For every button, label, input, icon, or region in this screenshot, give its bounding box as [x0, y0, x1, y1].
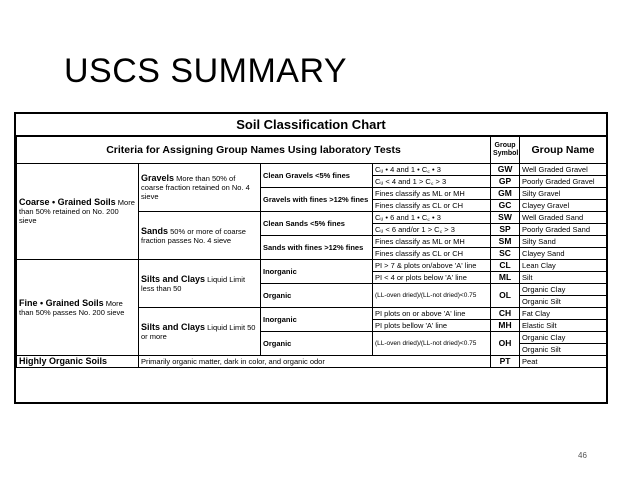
group-name-header: Group Name: [520, 137, 607, 164]
group-symbol: SW: [491, 212, 520, 224]
group-name: Well Graded Gravel: [520, 164, 607, 176]
fine-grained-label: Fine • Grained Soils More than 50% passes No. 200 sieve: [17, 260, 139, 356]
group-name: Organic Silt: [520, 296, 607, 308]
group-symbol: CH: [491, 308, 520, 320]
organic-label: Organic: [261, 332, 373, 356]
group-symbol: GC: [491, 200, 520, 212]
group-symbol: GW: [491, 164, 520, 176]
group-name: Peat: [520, 356, 607, 368]
slide-title: USCS SUMMARY: [64, 52, 348, 90]
group-name: Clayey Gravel: [520, 200, 607, 212]
group-symbol: SC: [491, 248, 520, 260]
group-symbol: GP: [491, 176, 520, 188]
group-name: Organic Clay: [520, 332, 607, 344]
criteria-cell: Fines classify as ML or MH: [373, 188, 491, 200]
page-number: 46: [578, 451, 587, 460]
coarse-grained-label: Coarse • Grained Soils More than 50% retained on No. 200 sieve: [17, 164, 139, 260]
group-symbol: GM: [491, 188, 520, 200]
group-name: Elastic Silt: [520, 320, 607, 332]
group-name: Silty Gravel: [520, 188, 607, 200]
gravels-with-fines-label: Gravels with fines >12% fines: [261, 188, 373, 212]
group-name: Silty Sand: [520, 236, 607, 248]
group-symbol: SM: [491, 236, 520, 248]
group-name: Lean Clay: [520, 260, 607, 272]
criteria-cell: PI plots bellow 'A' line: [373, 320, 491, 332]
silts-clays-low-label: Silts and Clays Liquid Limit less than 50: [139, 260, 261, 308]
group-symbol: SP: [491, 224, 520, 236]
criteria-cell: PI > 7 & plots on/above 'A' line: [373, 260, 491, 272]
group-name: Silt: [520, 272, 607, 284]
criteria-cell: PI < 4 or plots below 'A' line: [373, 272, 491, 284]
clean-gravels-label: Clean Gravels <5% fines: [261, 164, 373, 188]
group-name: Poorly Graded Sand: [520, 224, 607, 236]
group-name: Clayey Sand: [520, 248, 607, 260]
criteria-cell: Primarily organic matter, dark in color, and organic odor: [139, 356, 491, 368]
clean-sands-label: Clean Sands <5% fines: [261, 212, 373, 236]
chart-title: Soil Classification Chart: [16, 114, 606, 136]
group-symbol: ML: [491, 272, 520, 284]
group-name: Fat Clay: [520, 308, 607, 320]
soil-classification-chart: [14, 112, 608, 404]
criteria-cell: PI plots on or above 'A' line: [373, 308, 491, 320]
group-name: Organic Clay: [520, 284, 607, 296]
group-name: Organic Silt: [520, 344, 607, 356]
group-symbol: OH: [491, 332, 520, 356]
criteria-cell: Cᵤ • 4 and 1 • C꜀ • 3: [373, 164, 491, 176]
sands-label: Sands 50% or more of coarse fraction passes No. 4 sieve: [139, 212, 261, 260]
criteria-cell: Cᵤ < 4 and 1 > C꜀ > 3: [373, 176, 491, 188]
group-symbol: OL: [491, 284, 520, 308]
inorganic-label: Inorganic: [261, 260, 373, 284]
group-symbol: CL: [491, 260, 520, 272]
organic-label: Organic: [261, 284, 373, 308]
silts-clays-high-label: Silts and Clays Liquid Limit 50 or more: [139, 308, 261, 356]
criteria-header: Criteria for Assigning Group Names Using laboratory Tests: [17, 137, 491, 164]
highly-organic-label: Highly Organic Soils: [17, 356, 139, 368]
gravels-label: Gravels More than 50% of coarse fraction retained on No. 4 sieve: [139, 164, 261, 212]
group-symbol: PT: [491, 356, 520, 368]
group-name: Poorly Graded Gravel: [520, 176, 607, 188]
criteria-cell: Fines classify as ML or MH: [373, 236, 491, 248]
criteria-cell: (LL-oven dried)/(LL-not dried)<0.75: [373, 332, 491, 356]
criteria-cell: Cᵤ • 6 and 1 • C꜀ • 3: [373, 212, 491, 224]
group-name: Well Graded Sand: [520, 212, 607, 224]
group-symbol-header: Group Symbol: [491, 137, 520, 164]
criteria-cell: (LL-oven dried)/(LL-not dried)<0.75: [373, 284, 491, 308]
classification-table: [16, 136, 607, 368]
criteria-cell: Cᵤ < 6 and/or 1 > C꜀ > 3: [373, 224, 491, 236]
criteria-cell: Fines classify as CL or CH: [373, 248, 491, 260]
criteria-cell: Fines classify as CL or CH: [373, 200, 491, 212]
inorganic-label: Inorganic: [261, 308, 373, 332]
group-symbol: MH: [491, 320, 520, 332]
sands-with-fines-label: Sands with fines >12% fines: [261, 236, 373, 260]
